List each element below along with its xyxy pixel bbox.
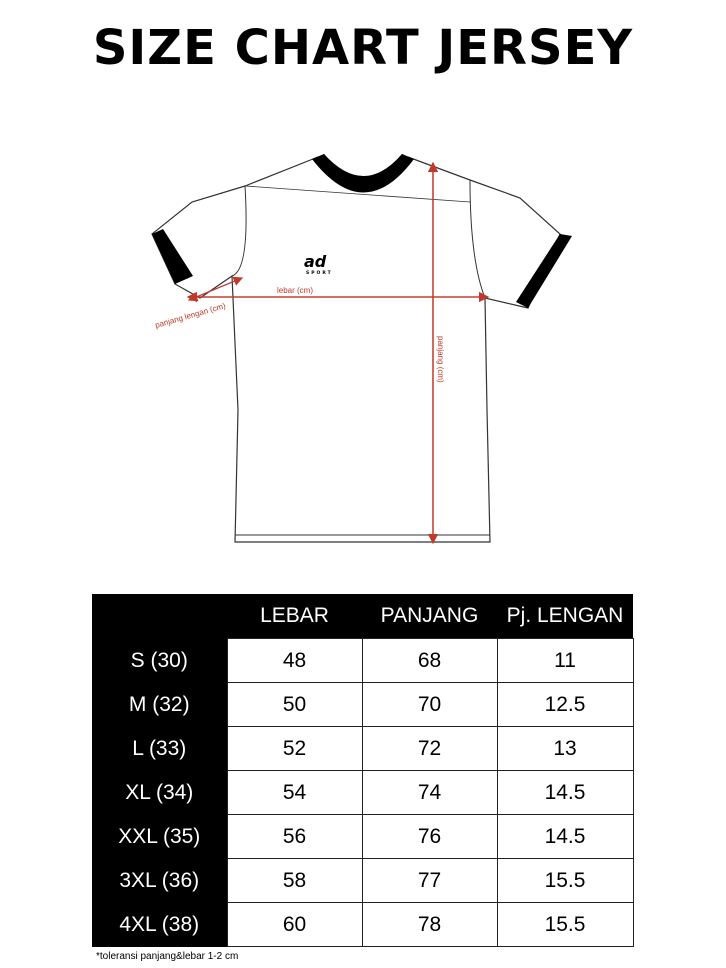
brand-logo-sub: SPORT <box>306 271 333 276</box>
lebar-cell: 56 <box>227 815 362 859</box>
lengan-cell: 14.5 <box>497 771 633 815</box>
table-row <box>92 639 633 683</box>
size-label: XXL (35) <box>92 815 227 859</box>
width-label: lebar (cm) <box>277 286 314 295</box>
jersey-illustration <box>140 150 590 550</box>
lengan-cell: 15.5 <box>497 903 633 947</box>
panjang-cell: 68 <box>362 639 497 683</box>
lebar-cell: 60 <box>227 903 362 947</box>
size-label: 4XL (38) <box>92 903 227 947</box>
table-row <box>92 815 633 859</box>
lengan-cell: 11 <box>497 639 633 683</box>
lengan-cell: 14.5 <box>497 815 633 859</box>
lengan-cell: 15.5 <box>497 859 633 903</box>
table-corner-cell <box>92 594 227 639</box>
size-label: S (30) <box>92 639 227 683</box>
panjang-cell: 72 <box>362 727 497 771</box>
panjang-cell: 77 <box>362 859 497 903</box>
table-header-row <box>92 594 633 639</box>
size-label: 3XL (36) <box>92 859 227 903</box>
column-header-panjang: PANJANG <box>362 594 497 639</box>
size-label: XL (34) <box>92 771 227 815</box>
table-row <box>92 859 633 903</box>
page-title: SIZE CHART JERSEY <box>92 20 634 76</box>
size-table <box>92 594 634 947</box>
table-row <box>92 683 633 727</box>
panjang-cell: 78 <box>362 903 497 947</box>
sleeve-label: panjang lengan (cm) <box>154 301 227 330</box>
lebar-cell: 52 <box>227 727 362 771</box>
column-header-lebar: LEBAR <box>227 594 362 639</box>
table-row <box>92 727 633 771</box>
lebar-cell: 50 <box>227 683 362 727</box>
lebar-cell: 58 <box>227 859 362 903</box>
lengan-cell: 12.5 <box>497 683 633 727</box>
length-label: panjang (cm) <box>436 336 445 383</box>
lengan-cell: 13 <box>497 727 633 771</box>
tolerance-note: *toleransi panjang&lebar 1-2 cm <box>96 951 239 962</box>
brand-logo: ad <box>304 252 327 271</box>
size-label: L (33) <box>92 727 227 771</box>
table-row <box>92 771 633 815</box>
panjang-cell: 74 <box>362 771 497 815</box>
lebar-cell: 54 <box>227 771 362 815</box>
table-row <box>92 903 633 947</box>
panjang-cell: 76 <box>362 815 497 859</box>
lebar-cell: 48 <box>227 639 362 683</box>
panjang-cell: 70 <box>362 683 497 727</box>
column-header-lengan: Pj. LENGAN <box>497 594 633 639</box>
jersey-outline <box>152 157 560 542</box>
size-label: M (32) <box>92 683 227 727</box>
